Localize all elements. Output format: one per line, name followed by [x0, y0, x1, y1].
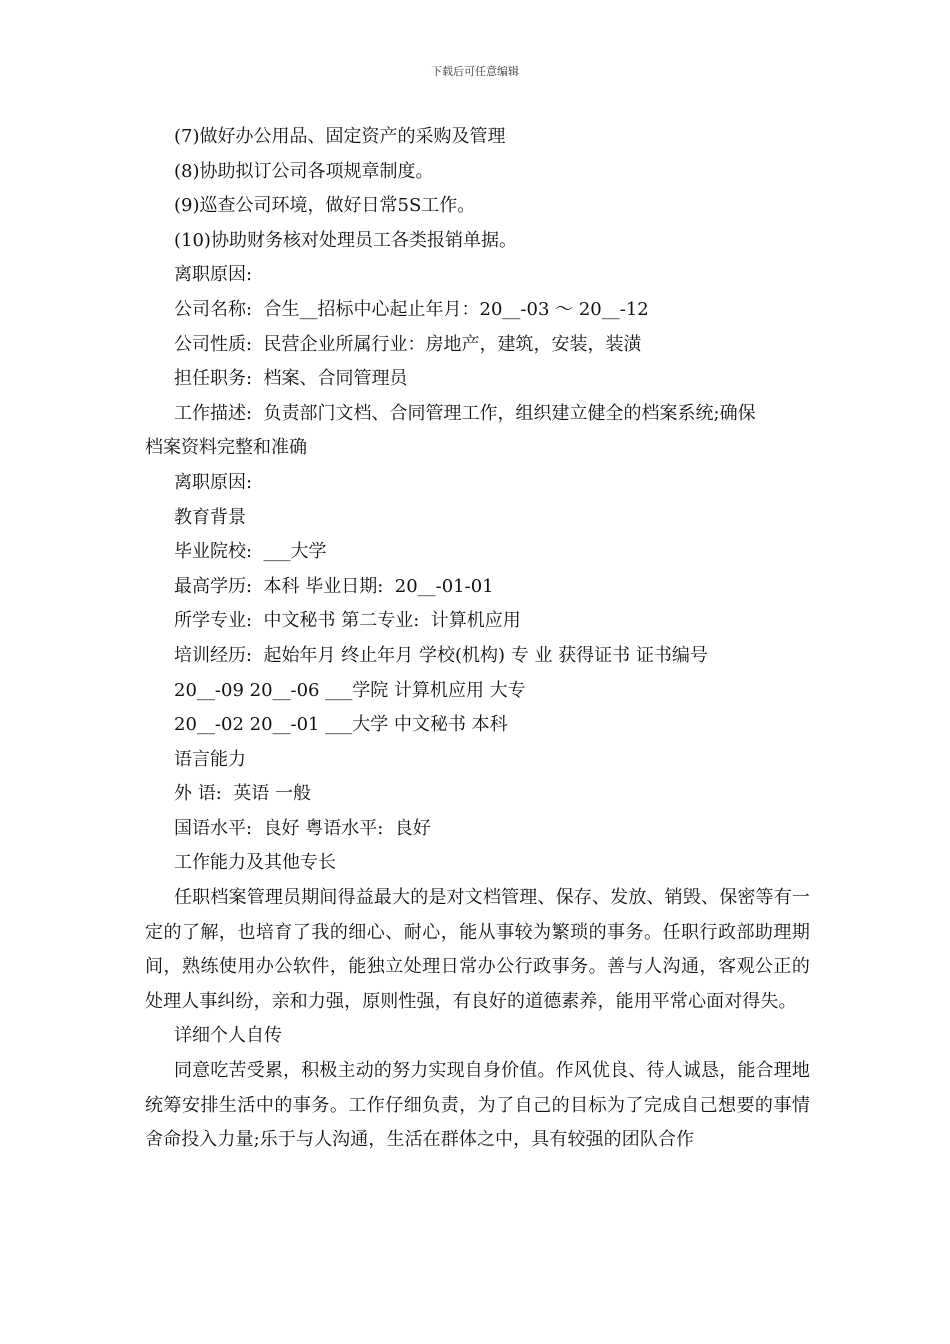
education-heading: 教育背景 [174, 506, 246, 528]
position-line: 担任职务: 档案、合同管理员 [174, 368, 408, 390]
leave-reason-label: 离职原因: [174, 264, 253, 286]
skills-paragraph: 任职档案管理员期间得益最大的是对文档管理、保存、发放、销毁、保密等有一定的了解，也培育了我的细心、耐心，能从事较为繁琐的事务。任职行政部助理期间，熟练使用办公软件，能独立处理日常办公行政事务。善与人沟通，客观公正的处理人事纠纷，亲和力强，原则性强，有良好的道德素养，能用平常心面对得失。 [145, 887, 810, 1012]
foreign-language-line: 外 语: 英语 一般 [174, 783, 311, 805]
leave-reason-label-2: 离职原因: [174, 471, 253, 493]
work-description [145, 397, 810, 466]
autobiography-paragraph: 同意吃苦受累，积极主动的努力实现自身价值。作风优良、待人诚恳，能合理地统筹安排生活中的事务。工作仔细负责，为了自己的目标为了完成自己想要的事情舍命投入力量;乐于与人沟通，生活在群体之中，具有较强的团队合作 [145, 1060, 810, 1151]
language-heading: 语言能力 [174, 748, 246, 770]
duty-line-9: (9)巡查公司环境，做好日常5S工作。 [174, 195, 476, 217]
training-header-line: 培训经历: 起始年月 终止年月 学校(机构) 专 业 获得证书 证书编号 [174, 644, 708, 666]
work-description-second: 档案资料完整和准确 [145, 437, 307, 459]
training-row-2: 20__-02 20__-01 ___大学 中文秘书 本科 [174, 714, 508, 736]
duty-line-8: (8)协助拟订公司各项规章制度。 [174, 160, 434, 182]
skills-heading: 工作能力及其他专长 [174, 852, 336, 874]
mandarin-cantonese-line: 国语水平: 良好 粤语水平: 良好 [174, 817, 431, 839]
training-row-1: 20__-09 20__-06 ___学院 计算机应用 大专 [174, 679, 526, 701]
company-nature-line: 公司性质: 民营企业所属行业：房地产，建筑，安装，装潢 [174, 333, 642, 355]
work-description-first: 工作描述: 负责部门文档、合同管理工作，组织建立健全的档案系统;确保 [174, 402, 756, 424]
major-line: 所学专业: 中文秘书 第二专业: 计算机应用 [174, 610, 521, 632]
autobiography-heading: 详细个人自传 [174, 1025, 282, 1047]
duty-line-10: (10)协助财务核对处理员工各类报销单据。 [174, 229, 517, 251]
duty-line-7: (7)做好办公用品、固定资产的采购及管理 [174, 126, 506, 147]
page-header: 下载后可任意编辑 [431, 65, 519, 78]
company-name-line: 公司名称: 合生__招标中心起止年月：20__-03 ～ 20__-12 [174, 298, 649, 320]
document-body [145, 120, 810, 1158]
degree-line: 最高学历: 本科 毕业日期: 20__-01-01 [174, 575, 494, 597]
school-line: 毕业院校: ___大学 [174, 541, 327, 563]
